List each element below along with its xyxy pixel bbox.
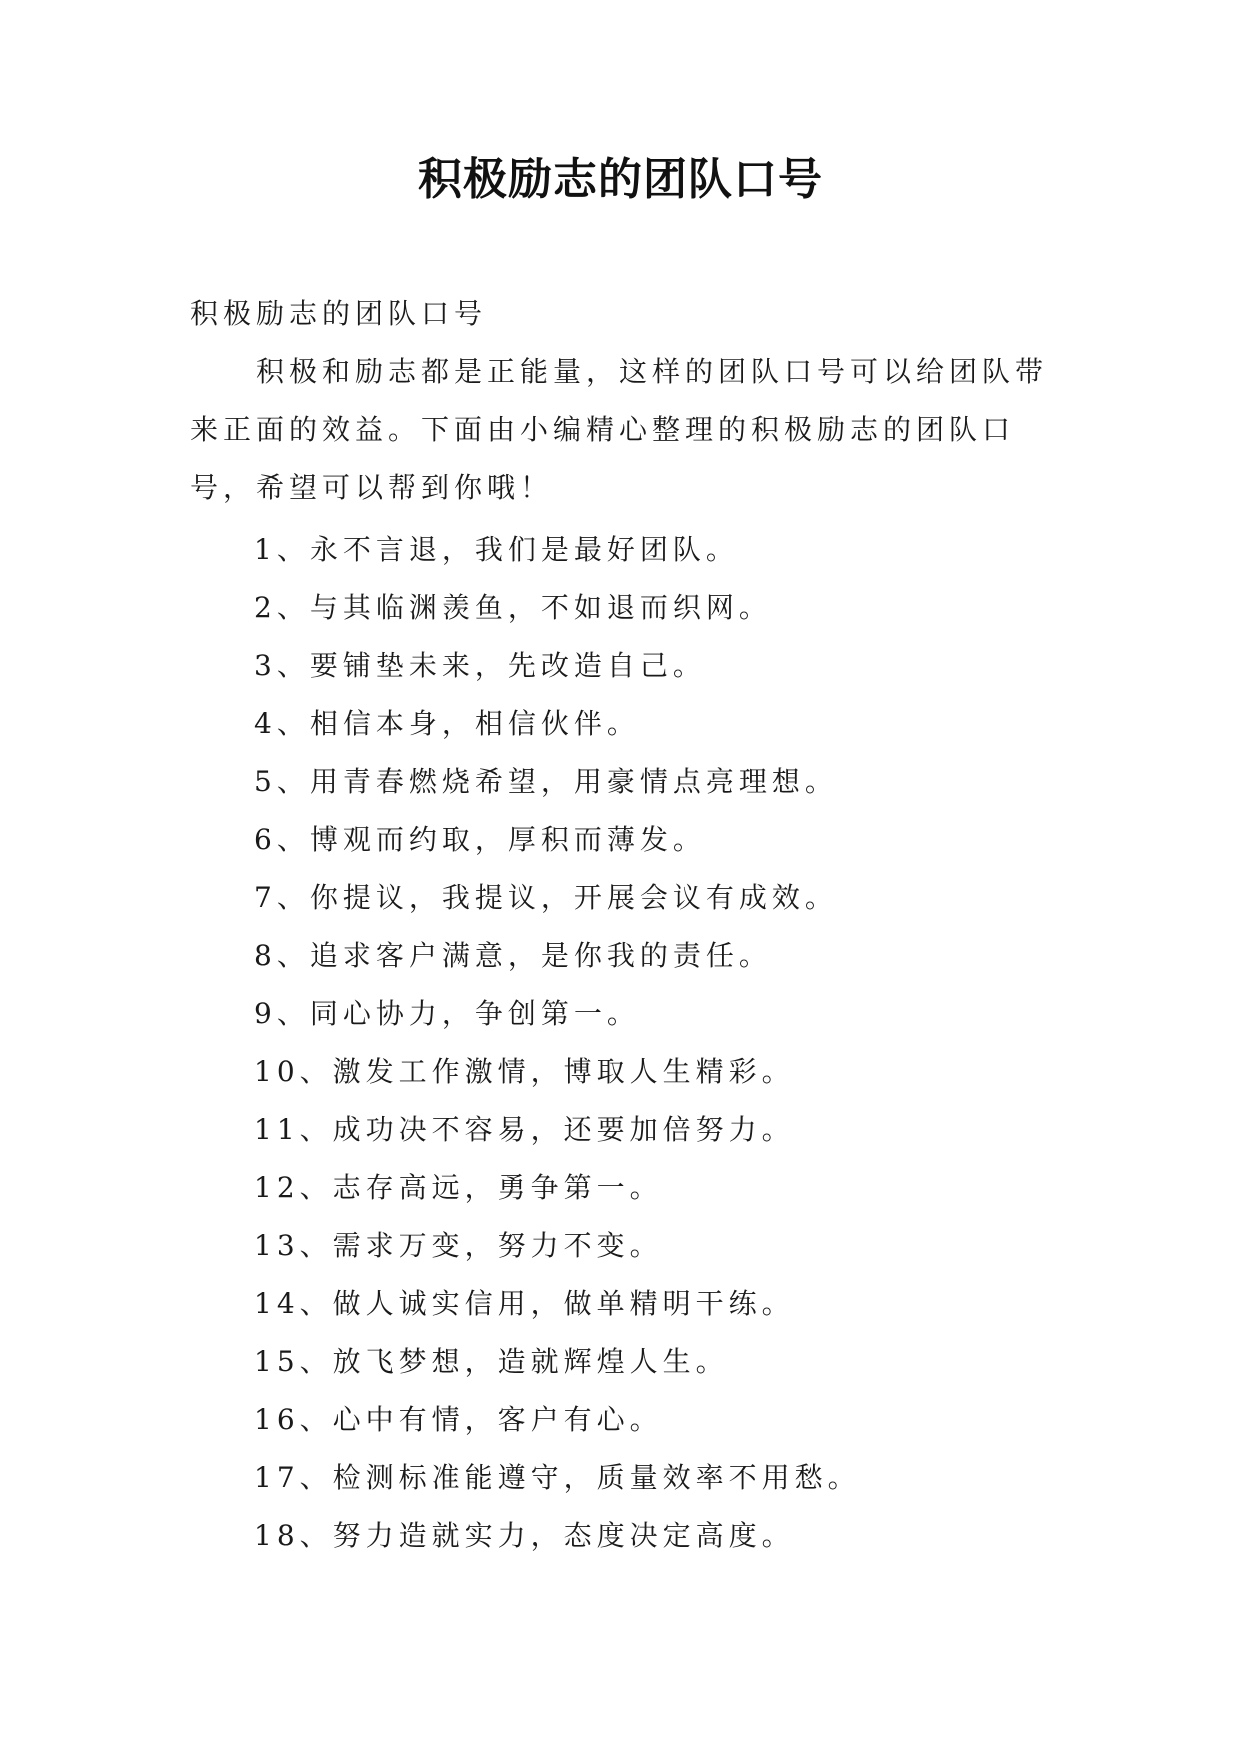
slogan-item: 12、志存高远，勇争第一。	[254, 1171, 663, 1204]
slogan-item: 14、做人诚实信用，做单精明干练。	[254, 1287, 795, 1320]
slogan-item: 6、博观而约取，厚积而薄发。	[254, 823, 706, 856]
slogan-item: 2、与其临渊羡鱼，不如退而织网。	[254, 591, 772, 624]
slogan-list	[254, 521, 861, 1565]
slogan-item: 1、永不言退，我们是最好团队。	[254, 533, 739, 566]
document-subtitle: 积极励志的团队口号	[190, 297, 488, 330]
slogan-item: 9、同心协力，争创第一。	[254, 997, 640, 1030]
slogan-item: 3、要铺垫未来，先改造自己。	[254, 649, 706, 682]
slogan-item: 17、检测标准能遵守，质量效率不用愁。	[254, 1461, 861, 1494]
slogan-item: 8、追求客户满意，是你我的责任。	[254, 939, 772, 972]
slogan-item: 10、激发工作激情，博取人生精彩。	[254, 1055, 795, 1088]
slogan-item: 5、用青春燃烧希望，用豪情点亮理想。	[254, 765, 838, 798]
slogan-item: 18、努力造就实力，态度决定高度。	[254, 1519, 795, 1552]
slogan-item: 11、成功决不容易，还要加倍努力。	[254, 1113, 795, 1146]
intro-paragraph: 积极和励志都是正能量，这样的团队口号可以给团队带来正面的效益。下面由小编精心整理的积极励志的团队口号，希望可以帮到你哦！	[190, 355, 1049, 504]
slogan-item: 4、相信本身，相信伙伴。	[254, 707, 640, 740]
slogan-item: 15、放飞梦想，造就辉煌人生。	[254, 1345, 729, 1378]
document-title: 积极励志的团队口号	[418, 154, 823, 205]
slogan-item: 13、需求万变，努力不变。	[254, 1229, 663, 1262]
slogan-item: 16、心中有情，客户有心。	[254, 1403, 663, 1436]
slogan-item: 7、你提议，我提议，开展会议有成效。	[254, 881, 838, 914]
